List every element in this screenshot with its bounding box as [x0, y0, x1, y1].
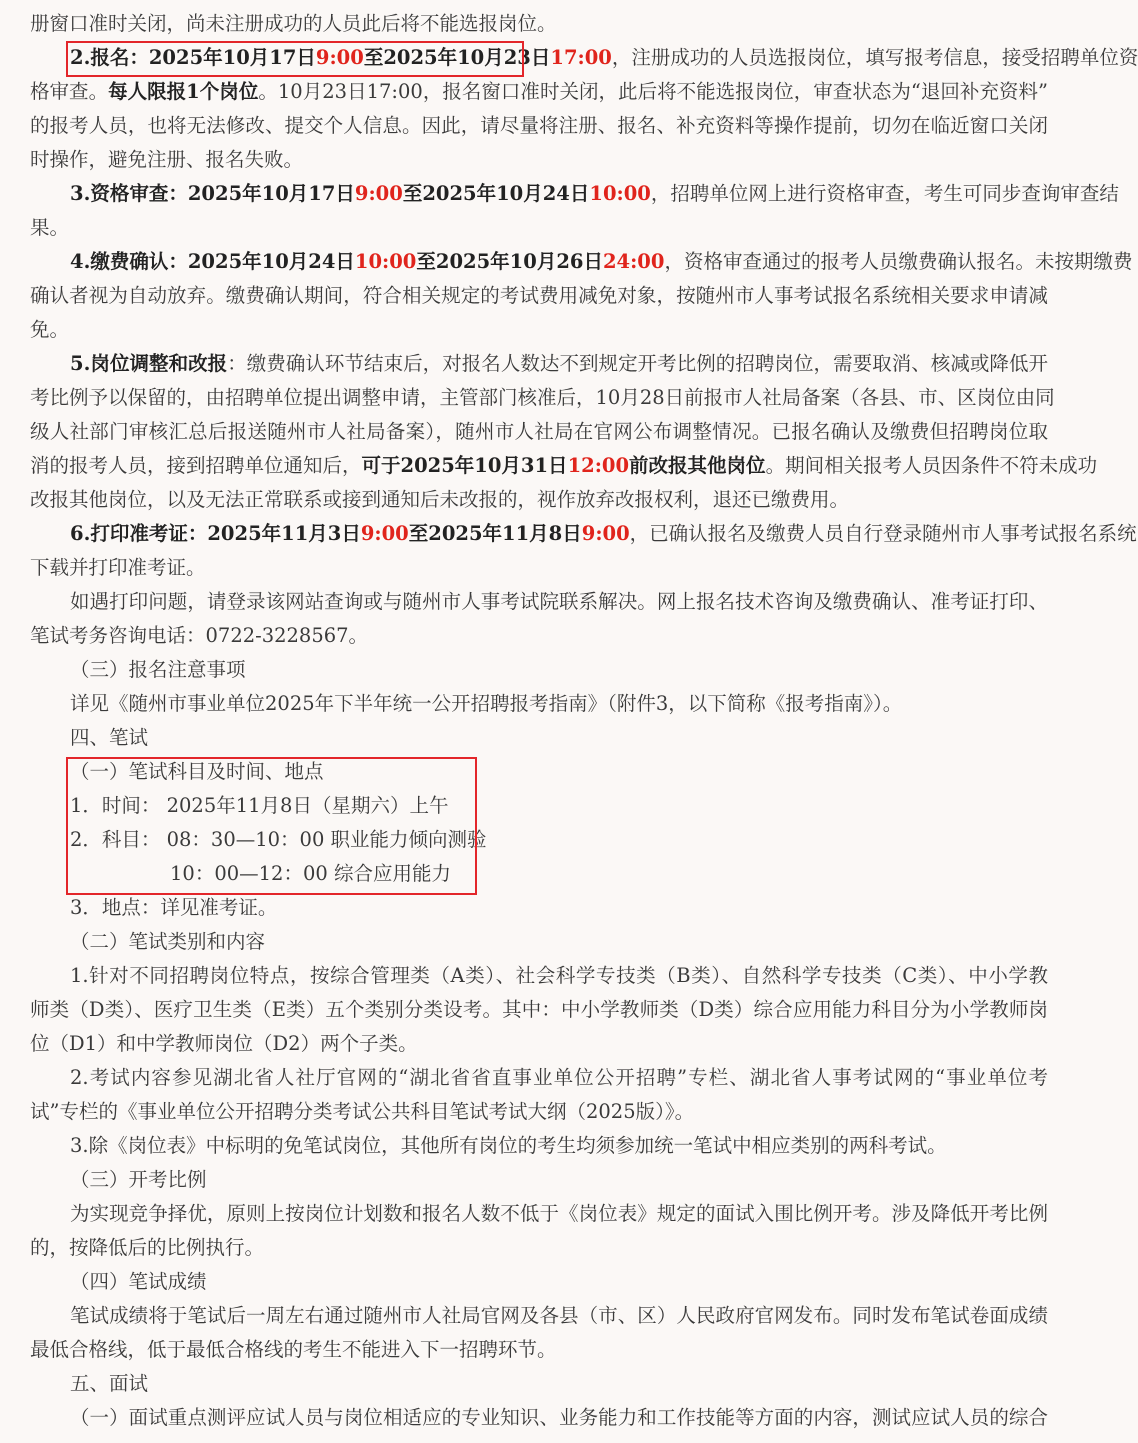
change-deadline-date: 可于2025年10月31日 — [361, 454, 568, 477]
text-line: 的报考人员，也将无法修改、提交个人信息。因此，请尽量将注册、报名、补充资料等操作提前，切勿在临近窗口关闭 — [30, 114, 1048, 137]
exam-subjects-heading: （一）笔试科目及时间、地点 — [70, 760, 324, 783]
text-line: 改报其他岗位，以及无法正常联系或接到通知后未改报的，视作放弃改报权利，退还已缴费用。 — [30, 488, 850, 511]
text-line: 免。 — [30, 318, 70, 341]
text-line: 试”专栏的《事业单位公开招聘分类考试公共科目笔试考试大纲（2025版）》。 — [30, 1100, 695, 1123]
section-heading: （三）开考比例 — [70, 1168, 207, 1191]
admission-ticket-heading: 6.打印准考证： — [70, 522, 208, 545]
text-line — [30, 449, 1098, 483]
qualification-review-heading: 3.资格审查： — [70, 182, 188, 205]
review-end-date: 2025年10月24日 — [422, 182, 590, 205]
text-line: 1.针对不同招聘岗位特点，按综合管理类（A类）、社会科学专技类（B类）、自然科学专技类（C类）、中小学教 — [70, 964, 1048, 987]
text-line: 最低合格线，低于最低合格线的考生不能进入下一招聘环节。 — [30, 1338, 557, 1361]
text-segment: 。期间相关报考人员因条件不符未成功 — [765, 454, 1098, 477]
registration-end-date: 2025年10月23日 — [383, 46, 551, 69]
highlight-box-registration — [66, 41, 524, 77]
review-start-date: 2025年10月17日 — [187, 182, 355, 205]
range-to: 至 — [402, 182, 423, 205]
qualification-review-line — [70, 177, 1119, 211]
change-deadline-text: 前改报其他岗位 — [629, 454, 766, 477]
text-segment: 格审查。 — [30, 80, 109, 103]
text-line: 时操作，避免注册、报名失败。 — [30, 148, 304, 171]
ticket-end-date: 2025年11月8日 — [428, 522, 582, 545]
one-post-limit: 每人限报1个岗位 — [108, 80, 259, 103]
change-deadline-time: 12:00 — [567, 454, 630, 477]
text-line: 册窗口准时关闭，尚未注册成功的人员此后将不能选报岗位。 — [30, 12, 557, 35]
text-line: 如遇打印问题，请登录该网站查询或与随州市人事考试院联系解决。网上报名技术咨询及缴费确认、准考证打印、 — [70, 590, 1048, 613]
highlight-box-exam — [66, 757, 477, 895]
text-line: 级人社部门审核汇总后报送随州市人社局备案），随州市人社局在官网公布调整情况。已报名确认及缴费但招聘岗位取 — [30, 420, 1048, 443]
registration-start-date: 2025年10月17日 — [148, 46, 316, 69]
text-line — [30, 75, 1048, 109]
section-heading: 四、笔试 — [70, 726, 149, 749]
text-rest: ：缴费确认环节结束后，对报名人数达不到规定开考比例的招聘岗位，需要取消、核减或降低开 — [227, 352, 1048, 375]
text-line: 为实现竞争择优，原则上按岗位计划数和报名人数不低于《岗位表》规定的面试入围比例开考。涉及降低开考比例 — [70, 1202, 1048, 1225]
section-heading: （四）笔试成绩 — [70, 1270, 207, 1293]
registration-heading: 2.报名： — [70, 46, 149, 69]
review-end-time: 10:00 — [589, 182, 651, 205]
text-line: 师类（D类）、医疗卫生类（E类）五个类别分类设考。其中：中小学教师类（D类）综合应用能力科目分为小学教师岗 — [30, 998, 1048, 1021]
registration-start-time: 9:00 — [315, 46, 364, 69]
payment-line — [70, 245, 1133, 279]
range-to: 至 — [408, 522, 429, 545]
post-adjustment-line — [70, 347, 1048, 381]
text-line: 位（D1）和中学教师岗位（D2）两个子类。 — [30, 1032, 418, 1055]
text-segment: 消的报考人员，接到招聘单位通知后， — [30, 454, 362, 477]
text-rest: ，已确认报名及缴费人员自行登录随州市人事考试报名系统 — [629, 522, 1137, 545]
text-line: （一）面试重点测评应试人员与岗位相适应的专业知识、业务能力和工作技能等方面的内容，测试应试人员的综合 — [70, 1406, 1048, 1429]
exam-time: 1．时间： 2025年11月8日（星期六）上午 — [70, 794, 449, 817]
text-line: 3.除《岗位表》中标明的免笔试岗位，其他所有岗位的考生均须参加统一笔试中相应类别的两科考试。 — [70, 1134, 947, 1157]
text-rest: ，资格审查通过的报考人员缴费确认报名。未按期缴费 — [664, 250, 1133, 273]
payment-end-date: 2025年10月26日 — [435, 250, 603, 273]
section-heading: 五、面试 — [70, 1372, 149, 1395]
text-rest: ，招聘单位网上进行资格审查，考生可同步查询审查结 — [650, 182, 1119, 205]
post-adjustment-heading: 5.岗位调整和改报 — [70, 352, 228, 375]
payment-heading: 4.缴费确认： — [70, 250, 188, 273]
payment-start-date: 2025年10月24日 — [187, 250, 355, 273]
payment-start-time: 10:00 — [354, 250, 417, 273]
text-line: 详见《随州市事业单位2025年下半年统一公开招聘报考指南》（附件3，以下简称《报考指南》）。 — [70, 692, 903, 715]
exam-location: 3．地点：详见准考证。 — [70, 896, 278, 919]
text-segment: 。10月23日17:00，报名窗口准时关闭，此后将不能选报岗位，审查状态为“退回补充资料” — [258, 80, 1048, 103]
text-line: 笔试成绩将于笔试后一周左右通过随州市人社局官网及各县（市、区）人民政府官网发布。同时发布笔试卷面成绩 — [70, 1304, 1048, 1327]
text-line: 下载并打印准考证。 — [30, 556, 206, 579]
text-rest: ，注册成功的人员选报岗位，填写报考信息，接受招聘单位资 — [611, 46, 1138, 69]
text-line: 果。 — [30, 216, 70, 239]
admission-ticket-line — [70, 517, 1137, 551]
section-heading: （三）报名注意事项 — [70, 658, 246, 681]
contact-phone-line: 笔试考务咨询电话：0722-3228567。 — [30, 624, 369, 647]
ticket-start-date: 2025年11月3日 — [207, 522, 361, 545]
ticket-start-time: 9:00 — [360, 522, 409, 545]
exam-subject-2: 10：00—12：00 综合应用能力 — [170, 862, 451, 885]
registration-end-time: 17:00 — [550, 46, 612, 69]
section-heading: （二）笔试类别和内容 — [70, 930, 266, 953]
text-line: 确认者视为自动放弃。缴费确认期间，符合相关规定的考试费用减免对象，按随州市人事考试报名系统相关要求申请减 — [30, 284, 1048, 307]
range-to: 至 — [363, 46, 384, 69]
text-line: 考比例予以保留的，由招聘单位提出调整申请，主管部门核准后，10月28日前报市人社局备案（各县、市、区岗位由同 — [30, 386, 1055, 409]
text-line: 的，按降低后的比例执行。 — [30, 1236, 265, 1259]
review-start-time: 9:00 — [354, 182, 403, 205]
exam-subject-1: 2．科目： 08：30—10：00 职业能力倾向测验 — [70, 828, 487, 851]
payment-end-time: 24:00 — [602, 250, 665, 273]
ticket-end-time: 9:00 — [581, 522, 630, 545]
range-to: 至 — [416, 250, 436, 273]
text-line: 2.考试内容参见湖北省人社厅官网的“湖北省省直事业单位公开招聘”专栏、湖北省人事考试网的“事业单位考 — [70, 1066, 1048, 1089]
